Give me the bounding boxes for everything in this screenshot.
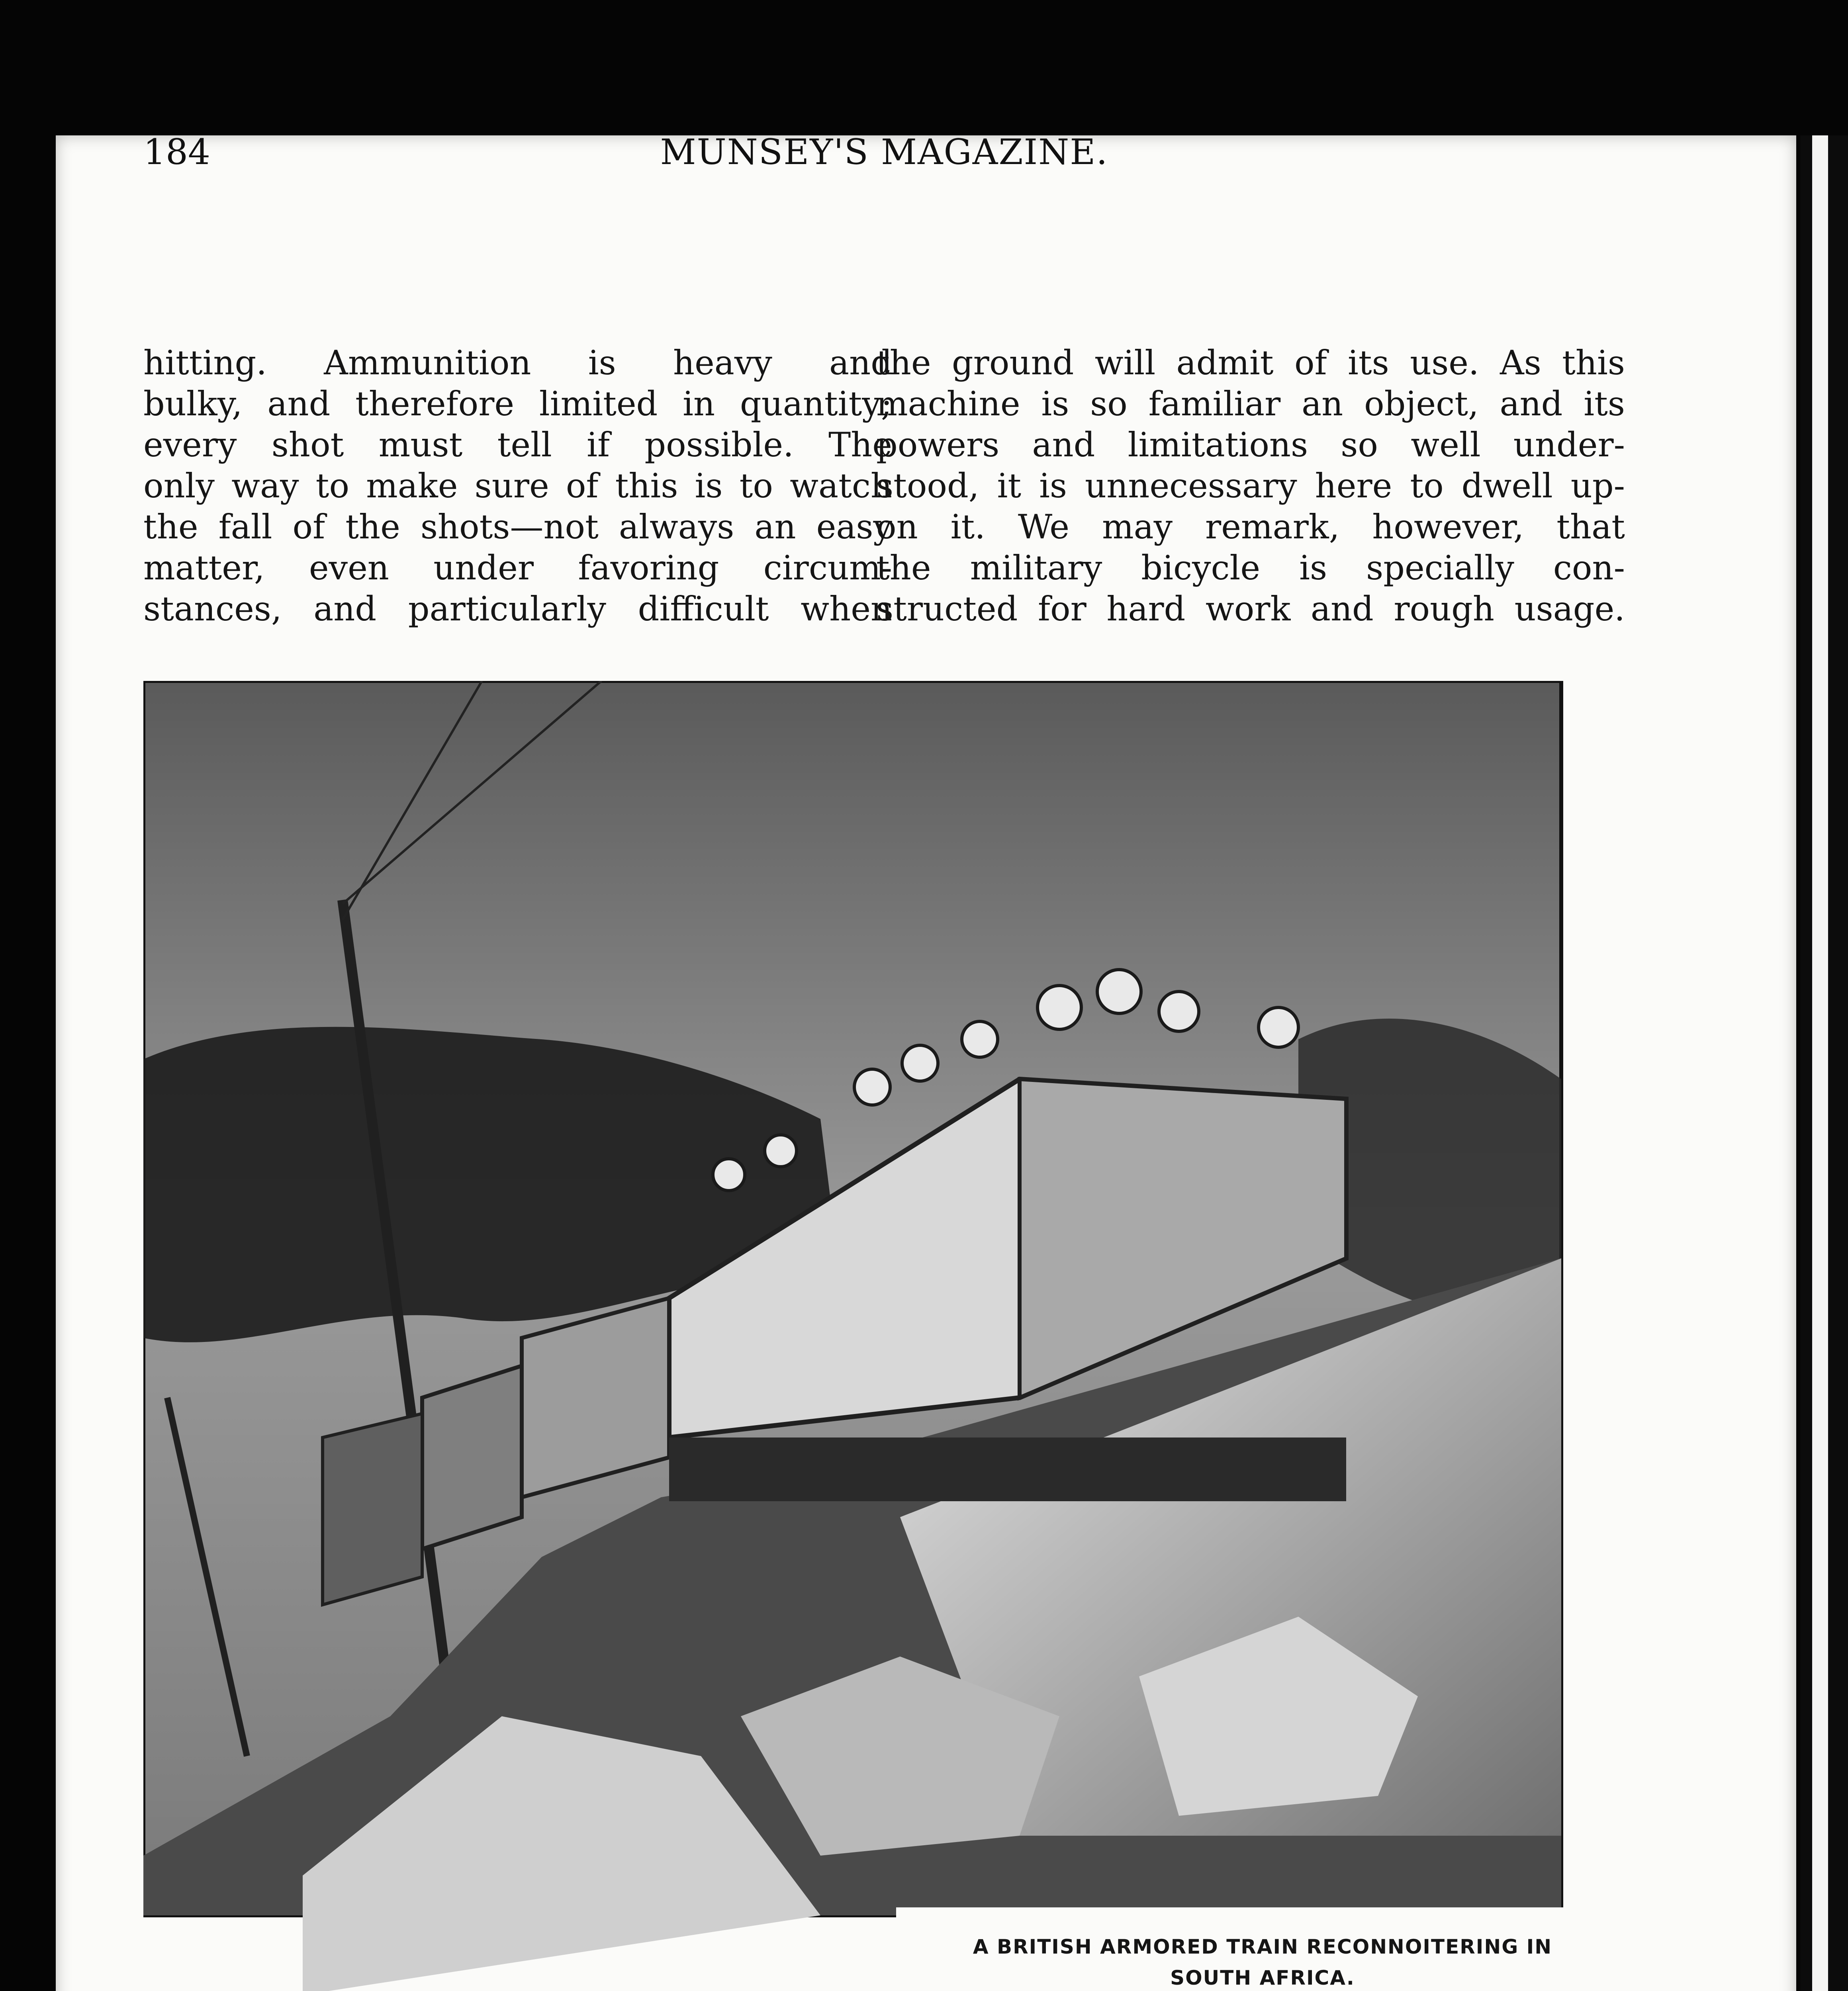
text-line: bulky, and therefore limited in quantity; (143, 384, 892, 423)
top-left-column (143, 342, 892, 630)
text-line: machine is so familiar an object, and its (876, 384, 1625, 423)
text-line: stood, it is unnecessary here to dwell up- (876, 466, 1625, 505)
illustration-caption (896, 1931, 1629, 1991)
caption-box (896, 1907, 1629, 1991)
locomotive (323, 1414, 422, 1605)
page-header (143, 131, 1625, 179)
armored-train-illustration (143, 681, 1617, 1991)
text-line: matter, even under favoring circum- (143, 548, 892, 587)
text-line: stances, and particularly difficult when (143, 589, 892, 628)
text-line: the fall of the shots—not always an easy (143, 507, 892, 546)
running-title: MUNSEY'S MAGAZINE. (660, 131, 1108, 172)
text-line: on it. We may remark, however, that (876, 507, 1625, 546)
caption-line-2: SOUTH AFRICA. (1170, 1966, 1355, 1989)
armored-train-engraving (143, 681, 1617, 1991)
wagon-chassis (669, 1438, 1346, 1501)
next-page-sliver (1812, 135, 1828, 1991)
text-line: only way to make sure of this is to watch (143, 466, 892, 505)
adjacent-page-edge (1800, 135, 1848, 1991)
text-line: hitting. Ammunition is heavy and (143, 343, 892, 382)
text-line: structed for hard work and rough usage. (876, 589, 1625, 628)
page-number: 184 (143, 131, 210, 172)
text-line: every shot must tell if possible. The (143, 425, 892, 464)
top-right-column (876, 342, 1625, 630)
text-line: the ground will admit of its use. As this (876, 343, 1625, 382)
text-line: the military bicycle is specially con- (876, 548, 1625, 587)
text-line: powers and limitations so well under- (876, 425, 1625, 464)
caption-line-1: A BRITISH ARMORED TRAIN RECONNOITERING IN (973, 1935, 1552, 1958)
armored-wagon-third (422, 1366, 522, 1549)
